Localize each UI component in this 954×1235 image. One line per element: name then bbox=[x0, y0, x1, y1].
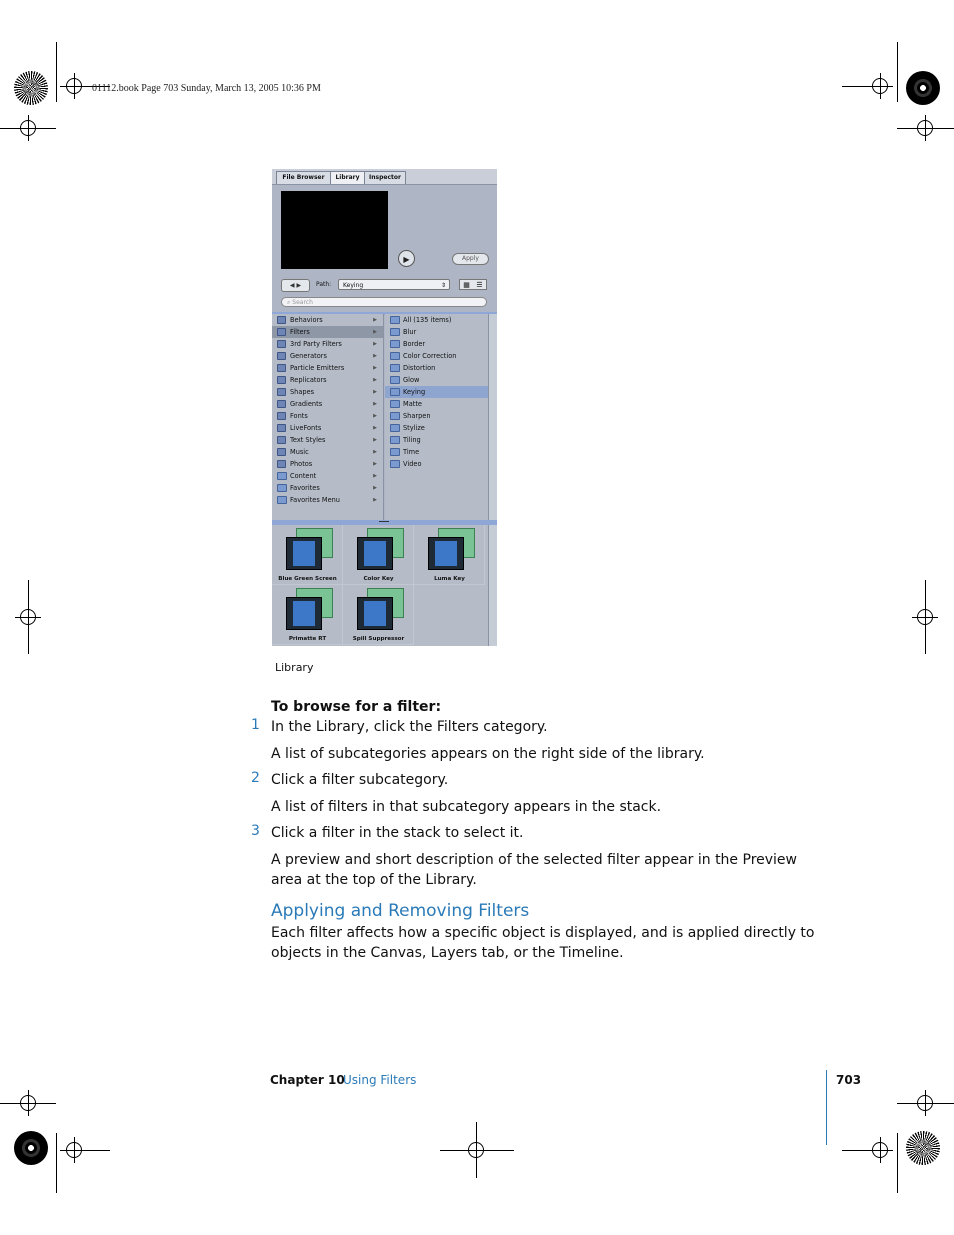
registration-mark bbox=[20, 609, 36, 625]
search-field[interactable] bbox=[281, 297, 487, 307]
registration-mark bbox=[917, 1095, 933, 1111]
disclosure-arrow-icon: ▶ bbox=[373, 365, 377, 371]
step-number: 3 bbox=[251, 823, 260, 839]
folder-icon bbox=[390, 436, 400, 444]
category-list bbox=[272, 314, 384, 520]
section-body: Each filter affects how a specific object is displayed, and is applied directly to objects in the Canvas, Layers tab, or the Timeline. bbox=[271, 925, 815, 961]
step-text: Click a filter subcategory. bbox=[271, 772, 449, 788]
step-result: A list of subcategories appears on the right side of the library. bbox=[271, 746, 705, 762]
step-number: 1 bbox=[251, 717, 260, 733]
category-item[interactable]: Particle Emitters ▶ bbox=[272, 362, 383, 374]
popup-arrows-icon: ⇕ bbox=[440, 282, 446, 289]
target-mark bbox=[906, 71, 940, 105]
category-item[interactable]: Behaviors ▶ bbox=[272, 314, 383, 326]
disclosure-arrow-icon: ▶ bbox=[373, 401, 377, 407]
crop-mark bbox=[56, 42, 57, 102]
page-number: 703 bbox=[836, 1073, 862, 1087]
category-item[interactable]: Favorites Menu ▶ bbox=[272, 494, 383, 506]
folder-icon bbox=[390, 424, 400, 432]
crop-mark bbox=[56, 1133, 57, 1193]
stack-item[interactable]: Color Key bbox=[343, 525, 414, 585]
forward-arrow-icon: ▶ bbox=[296, 282, 302, 289]
back-forward-buttons[interactable] bbox=[281, 279, 310, 292]
replicators-icon bbox=[277, 376, 286, 384]
folder-icon bbox=[390, 376, 400, 384]
subcategory-item[interactable]: Border bbox=[385, 338, 488, 350]
footer-rule bbox=[826, 1070, 827, 1145]
category-item[interactable]: Favorites ▶ bbox=[272, 482, 383, 494]
folder-icon bbox=[390, 388, 400, 396]
disclosure-arrow-icon: ▶ bbox=[373, 341, 377, 347]
fonts-icon bbox=[277, 412, 286, 420]
disclosure-arrow-icon: ▶ bbox=[373, 449, 377, 455]
disclosure-arrow-icon: ▶ bbox=[373, 473, 377, 479]
disclosure-arrow-icon: ▶ bbox=[373, 377, 377, 383]
subcategory-item[interactable]: Stylize bbox=[385, 422, 488, 434]
step-text: In the Library, click the Filters category. bbox=[271, 719, 548, 735]
figure-caption: Library bbox=[275, 661, 314, 674]
subcategory-item[interactable]: Video bbox=[385, 458, 488, 470]
music-icon bbox=[277, 448, 286, 456]
livefonts-icon bbox=[277, 424, 286, 432]
folder-icon bbox=[390, 412, 400, 420]
path-value: Keying bbox=[343, 282, 364, 289]
crop-mark bbox=[897, 42, 898, 102]
disclosure-arrow-icon: ▶ bbox=[373, 413, 377, 419]
tab-inspector[interactable]: Inspector bbox=[364, 171, 406, 184]
particle-emitters-icon bbox=[277, 364, 286, 372]
category-item[interactable]: Shapes ▶ bbox=[272, 386, 383, 398]
list-scrollbar[interactable] bbox=[488, 314, 497, 520]
gradients-icon bbox=[277, 400, 286, 408]
disclosure-arrow-icon: ▶ bbox=[373, 389, 377, 395]
stack-item[interactable]: Luma Key bbox=[414, 525, 485, 585]
apply-button[interactable]: Apply bbox=[452, 253, 489, 265]
category-item[interactable]: Gradients ▶ bbox=[272, 398, 383, 410]
registration-mark bbox=[468, 1142, 484, 1158]
filter-stack bbox=[272, 525, 488, 646]
category-item[interactable]: LiveFonts ▶ bbox=[272, 422, 383, 434]
subcategory-item[interactable]: All (135 items) bbox=[385, 314, 488, 326]
play-button[interactable] bbox=[398, 250, 415, 267]
subcategory-item[interactable]: Blur bbox=[385, 326, 488, 338]
tab-file-browser[interactable]: File Browser bbox=[276, 171, 331, 184]
footer-chapter-title: Using Filters bbox=[343, 1073, 417, 1087]
disclosure-arrow-icon: ▶ bbox=[373, 329, 377, 335]
footer-chapter: Chapter 10 bbox=[270, 1073, 345, 1087]
category-item[interactable]: Replicators ▶ bbox=[272, 374, 383, 386]
subcategory-item[interactable]: Time bbox=[385, 446, 488, 458]
disclosure-arrow-icon: ▶ bbox=[373, 485, 377, 491]
category-item[interactable]: Filters ▶ bbox=[272, 326, 383, 338]
category-item[interactable]: Fonts ▶ bbox=[272, 410, 383, 422]
step-result: A list of filters in that subcategory appears in the stack. bbox=[271, 799, 662, 815]
stack-item[interactable]: Primatte RT bbox=[272, 585, 343, 645]
folder-icon bbox=[390, 460, 400, 468]
crop-mark bbox=[897, 1133, 898, 1193]
disclosure-arrow-icon: ▶ bbox=[373, 497, 377, 503]
section-heading: Applying and Removing Filters bbox=[271, 901, 530, 921]
back-arrow-icon: ◀ bbox=[289, 282, 295, 289]
resize-grip-icon[interactable] bbox=[379, 521, 389, 522]
play-icon: ▶ bbox=[403, 255, 410, 264]
disclosure-arrow-icon: ▶ bbox=[373, 425, 377, 431]
subcategory-item[interactable]: Distortion bbox=[385, 362, 488, 374]
folder-icon bbox=[390, 400, 400, 408]
subcategory-item[interactable]: Sharpen bbox=[385, 410, 488, 422]
folder-icon bbox=[390, 352, 400, 360]
folder-icon bbox=[390, 448, 400, 456]
folder-icon bbox=[277, 472, 287, 480]
behaviors-icon bbox=[277, 316, 286, 324]
folder-icon bbox=[390, 364, 400, 372]
step-number: 2 bbox=[251, 770, 260, 786]
preview-area bbox=[281, 191, 388, 269]
stack-item[interactable]: Spill Suppressor bbox=[343, 585, 414, 645]
filter-thumbnail-icon bbox=[428, 528, 475, 570]
registration-mark bbox=[66, 78, 82, 94]
disclosure-arrow-icon: ▶ bbox=[373, 437, 377, 443]
text-styles-icon bbox=[277, 436, 286, 444]
print-header-stamp: 01112.book Page 703 Sunday, March 13, 2005 10:36 PM bbox=[92, 83, 321, 94]
stack-item[interactable]: Blue Green Screen bbox=[272, 525, 343, 585]
subcategory-item[interactable]: Glow bbox=[385, 374, 488, 386]
category-item[interactable]: 3rd Party Filters ▶ bbox=[272, 338, 383, 350]
registration-mark bbox=[917, 609, 933, 625]
starburst-mark bbox=[906, 1131, 940, 1165]
starburst-mark bbox=[14, 71, 48, 105]
disclosure-arrow-icon: ▶ bbox=[373, 461, 377, 467]
tab-library[interactable]: Library bbox=[330, 171, 365, 184]
filter-thumbnail-icon bbox=[286, 528, 333, 570]
folder-icon bbox=[390, 340, 400, 348]
tab-bar bbox=[272, 169, 497, 185]
registration-mark bbox=[66, 1142, 82, 1158]
target-mark bbox=[14, 1131, 48, 1165]
generators-icon bbox=[277, 352, 286, 360]
path-label: Path: bbox=[316, 281, 332, 288]
category-item[interactable]: Generators ▶ bbox=[272, 350, 383, 362]
shapes-icon bbox=[277, 388, 286, 396]
subcategory-item[interactable]: Tiling bbox=[385, 434, 488, 446]
registration-mark bbox=[917, 120, 933, 136]
icon-view-icon[interactable]: ▦ bbox=[463, 281, 470, 289]
category-item[interactable]: Content ▶ bbox=[272, 470, 383, 482]
search-icon: ⌕ bbox=[287, 299, 291, 306]
subcategory-item[interactable]: Color Correction bbox=[385, 350, 488, 362]
registration-mark bbox=[872, 1142, 888, 1158]
filter-thumbnail-icon bbox=[286, 588, 333, 630]
category-item[interactable]: Text Styles ▶ bbox=[272, 434, 383, 446]
procedure-title: To browse for a filter: bbox=[271, 699, 442, 715]
third-party-filters-icon bbox=[277, 340, 286, 348]
photos-icon bbox=[277, 460, 286, 468]
path-popup[interactable] bbox=[338, 279, 450, 290]
registration-mark bbox=[20, 120, 36, 136]
view-toggle[interactable] bbox=[459, 279, 487, 290]
step-text: Click a filter in the stack to select it. bbox=[271, 825, 524, 841]
registration-mark bbox=[20, 1095, 36, 1111]
filter-thumbnail-icon bbox=[357, 528, 404, 570]
filters-icon bbox=[277, 328, 286, 336]
list-view-icon[interactable]: ☰ bbox=[476, 281, 483, 289]
disclosure-arrow-icon: ▶ bbox=[373, 317, 377, 323]
library-panel bbox=[272, 169, 497, 646]
registration-mark bbox=[872, 78, 888, 94]
subcategory-item[interactable]: Matte bbox=[385, 398, 488, 410]
category-item[interactable]: Photos ▶ bbox=[272, 458, 383, 470]
folder-icon bbox=[390, 328, 400, 336]
category-item[interactable]: Music ▶ bbox=[272, 446, 383, 458]
stack-scrollbar[interactable] bbox=[488, 525, 497, 646]
step-result: A preview and short description of the selected filter appear in the Preview area at the top of the Library. bbox=[271, 852, 797, 888]
search-placeholder: Search bbox=[292, 299, 313, 306]
folder-icon bbox=[390, 316, 400, 324]
folder-icon bbox=[277, 496, 287, 504]
subcategory-item[interactable]: Keying bbox=[385, 386, 488, 398]
disclosure-arrow-icon: ▶ bbox=[373, 353, 377, 359]
filter-thumbnail-icon bbox=[357, 588, 404, 630]
folder-icon bbox=[277, 484, 287, 492]
subcategory-list bbox=[385, 314, 488, 520]
